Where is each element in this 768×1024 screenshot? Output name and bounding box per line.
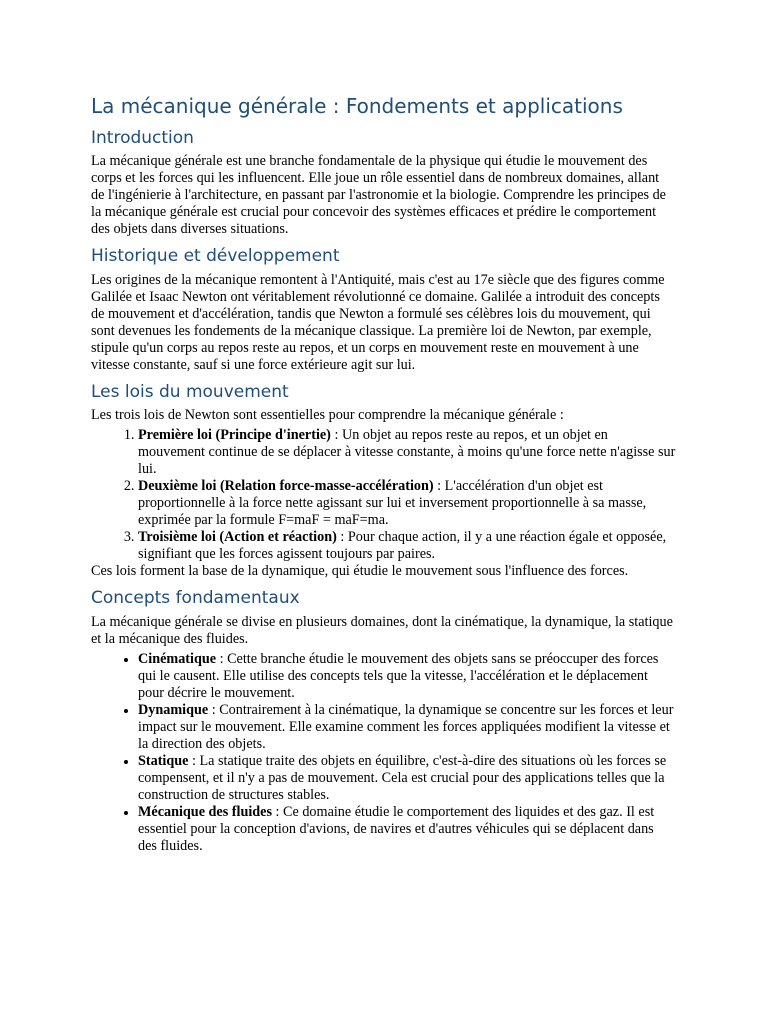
list-item: [138, 529, 676, 563]
list-item-term: Troisième loi (Action et réaction): [138, 529, 337, 546]
list-item-term: Statique: [138, 752, 189, 769]
introduction-paragraph: La mécanique générale est une branche fondamentale de la physique qui étudie le mouvement des corps et les forces qui les influencent. Elle joue un rôle essentiel dans de nombreux domaines, allant de l'ingénierie à l'architecture, en passant par l'astronomie et la biologie. Comprendre les principes de la mécanique générale est crucial pour concevoir des systèmes efficaces et prédire le comportement des objets dans diverses situations.: [91, 153, 666, 238]
section-heading-laws: Les lois du mouvement: [91, 381, 289, 402]
list-item: [138, 651, 676, 702]
list-item-text: : Pour chaque action, il y a une réaction égale et opposée, signifiant que les forces agissent toujours par paires.: [138, 529, 667, 563]
list-item: [138, 804, 676, 855]
list-item: [138, 427, 676, 478]
concepts-intro-paragraph: La mécanique générale se divise en plusieurs domaines, dont la cinématique, la dynamique, la statique et la mécanique des fluides.: [91, 613, 673, 647]
list-item-term: Deuxième loi (Relation force-masse-accélération): [138, 478, 434, 495]
list-item-text: : Contrairement à la cinématique, la dynamique se concentre sur les forces et leur impact sur le mouvement. Elle examine comment les forces appliquées modifient la vitesse et la direction des objets.: [138, 701, 674, 752]
page-title: La mécanique générale : Fondements et applications: [91, 94, 623, 118]
laws-intro-paragraph: Les trois lois de Newton sont essentielles pour comprendre la mécanique générale :: [91, 407, 564, 424]
section-heading-history: Historique et développement: [91, 246, 340, 267]
list-item-text: : L'accélération d'un objet est proportionnelle à la force nette agissant sur lui et inversement proportionnelle à sa masse, exprimée par la formule F=maF = maF=ma.: [138, 478, 647, 529]
list-item-text: : Un objet au repos reste au repos, et un objet en mouvement continue de se déplacer à vitesse constante, à moins qu'une force nette n'agisse sur lui.: [138, 427, 676, 478]
list-item-term: Cinématique: [138, 650, 217, 667]
list-item-text: : Ce domaine étudie le comportement des liquides et des gaz. Il est essentiel pour la conception d'avions, de navires et d'autres véhicules qui se déplacent dans des fluides.: [138, 803, 655, 854]
history-paragraph: Les origines de la mécanique remontent à l'Antiquité, mais c'est au 17e siècle que des figures comme Galilée et Isaac Newton ont véritablement révolutionné ce domaine. Galilée a introduit des concepts de mouvement et d'accélération, tandis que Newton a formulé ses célèbres lois du mouvement, qui sont devenues les fondements de la mécanique classique. La première loi de Newton, par exemple, stipule qu'un corps au repos reste au repos, et un corps en mouvement reste en mouvement à une vitesse constante, sauf si une force extérieure agit sur lui.: [91, 271, 665, 373]
laws-list: [91, 427, 676, 563]
list-item-term: Première loi (Principe d'inertie): [138, 427, 331, 444]
list-item-text: : Cette branche étudie le mouvement des objets sans se préoccuper des forces qui le causent. Elle utilise des concepts tels que la vitesse, l'accélération et le déplacement pour décrire le mouvement.: [138, 650, 659, 701]
list-item-term: Dynamique: [138, 701, 209, 718]
section-heading-concepts: Concepts fondamentaux: [91, 588, 300, 609]
list-item: [138, 478, 676, 529]
concepts-list: [91, 651, 676, 855]
list-item: [138, 702, 676, 753]
section-heading-introduction: Introduction: [91, 128, 194, 148]
list-item-text: : La statique traite des objets en équilibre, c'est-à-dire des situations où les forces se compensent, et il n'y a pas de mouvement. Cela est crucial pour des applications telles que la construction de structures stables.: [138, 752, 667, 803]
list-item-term: Mécanique des fluides: [138, 803, 272, 820]
laws-outro-paragraph: Ces lois forment la base de la dynamique, qui étudie le mouvement sous l'influence des forces.: [91, 563, 629, 580]
list-item: [138, 753, 676, 804]
